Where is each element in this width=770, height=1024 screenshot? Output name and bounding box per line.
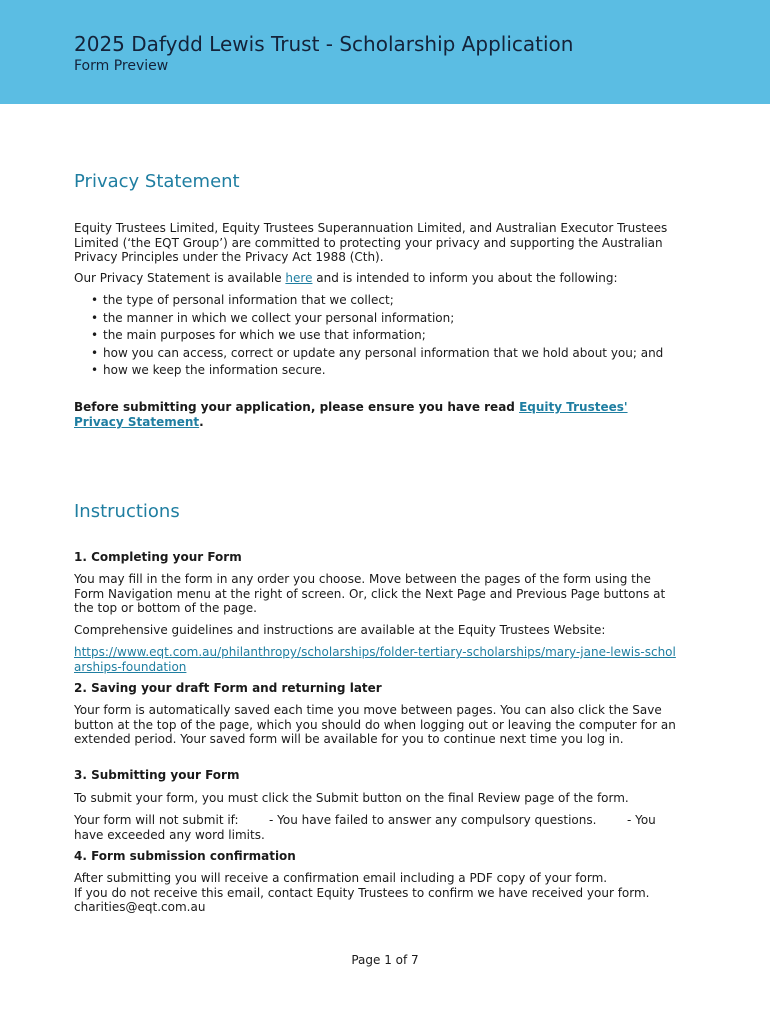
privacy-bullet-list [74,293,674,381]
before-notice-end: . [199,414,204,429]
privacy-intro: Equity Trustees Limited, Equity Trustees Superannuation Limited, and Australian Executor Trustees Limited (‘the EQT Group’) are committed to protecting your privacy and supporting the Australian Privacy Principles under the Privacy Act 1988 (Cth). [74,221,668,265]
form-subtitle: Form Preview [74,58,169,74]
guidelines-link[interactable]: https://www.eqt.com.au/philanthropy/scholarships/folder-tertiary-scholarships/mary-jane-lewis-scholarships-foundation [74,645,676,674]
privacy-heading: Privacy Statement [74,171,240,192]
section-4-line-1: After submitting you will receive a confirmation email including a PDF copy of your form. [74,871,608,885]
form-header [0,0,770,104]
list-item: • how we keep the information secure. [74,363,674,378]
section-2-text: Your form is automatically saved each time you move between pages. You can also click the Save button at the top of the page, which you should do when logging out or leaving the computer for an extended period. Your saved form will be available for you to continue next time you log in. [74,703,676,747]
section-4-text [74,871,680,915]
privacy-before-notice [74,400,680,429]
list-item: • the main purposes for which we use that information; [74,328,674,343]
section-3-conditions: Your form will not submit if: - You have failed to answer any compulsory questions. - You have exceeded any word limits. [74,813,660,842]
section-2-title: 2. Saving your draft Form and returning later [74,681,382,695]
section-1-link-para [74,645,680,674]
instructions-heading: Instructions [74,501,180,522]
section-4-title: 4. Form submission confirmation [74,849,296,863]
list-item: • how you can access, correct or update any personal information that we hold about you; and [74,346,674,361]
privacy-here-link[interactable]: here [285,271,313,285]
section-1-guidelines: Comprehensive guidelines and instructions are available at the Equity Trustees Website: [74,623,606,637]
privacy-available-post: and is intended to inform you about the following: [312,271,618,285]
privacy-statement-link[interactable]: Equity Trustees' Privacy Statement [74,400,628,429]
section-4-line-2: If you do not receive this email, contact Equity Trustees to confirm we have received your form. charities@eqt.com.au [74,885,650,915]
section-3-text: To submit your form, you must click the Submit button on the final Review page of the form. [74,791,629,805]
list-item: • the type of personal information that we collect; [74,293,674,308]
list-item: • the manner in which we collect your personal information; [74,311,674,326]
before-notice-text: Before submitting your application, please ensure you have read [74,400,520,414]
section-3-title: 3. Submitting your Form [74,768,240,782]
privacy-available-pre: Our Privacy Statement is available [74,271,286,285]
privacy-available [74,271,680,286]
page-number: Page 1 of 7 [351,953,419,967]
section-1-title: 1. Completing your Form [74,550,242,564]
form-title: 2025 Dafydd Lewis Trust - Scholarship Application [74,32,574,56]
section-1-text: You may fill in the form in any order you choose. Move between the pages of the form using the Form Navigation menu at the right of screen. Or, click the Next Page and Previous Page buttons at the top or bottom of the page. [74,572,666,616]
